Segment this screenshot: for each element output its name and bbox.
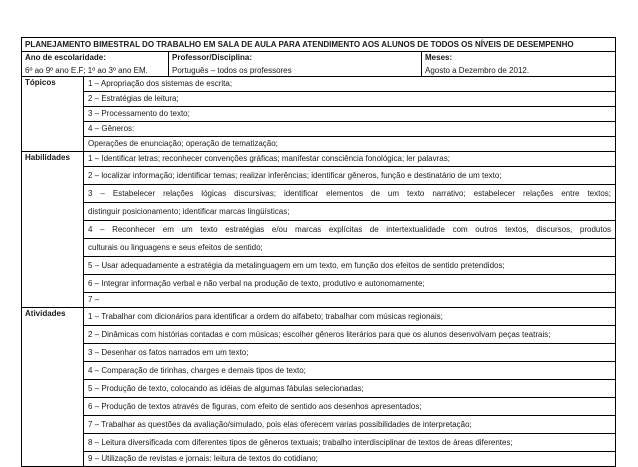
title-row — [22, 38, 616, 52]
document-title: PLANEJAMENTO BIMESTRAL DO TRABALHO EM SALA DE AULA PARA ATENDIMENTO AOS ALUNOS DE TODOS OS NÍVEIS DE DESEMPENHO — [22, 38, 616, 52]
habilidades-item: 4 – Reconhecer em um texto estratégias e/ou marcas explícitas de intertextualidade com outros textos, discursos, produtos — [84, 221, 615, 239]
atividades-item: 3 – Desenhar os fatos narrados em um texto; — [84, 344, 615, 362]
habilidades-item: 1 – Identificar letras; reconhecer convenções gráficas; manifestar consciência fonológica; ler palavras; — [84, 152, 615, 167]
habilidades-item: distinguir posicionamento; identificar marcas lingüísticas; — [84, 203, 615, 221]
atividades-item: 8 – Leitura diversificada com diferentes tipos de gêneros textuais; trabalho interdisciplinar de textos de áreas diferentes; — [84, 434, 615, 452]
ano-label: Ano de escolaridade: — [25, 53, 106, 62]
habilidades-item: 2 – localizar informação; identificar temas; realizar inferências; identificar gêneros, função e destinatário de um texto; — [84, 167, 615, 185]
habilidades-item: culturais ou linguagens e seus efeitos de sentido; — [84, 239, 615, 257]
atividades-item: 2 – Dinâmicas com histórias contadas e com músicas; escolher gêneros literários para que os alunos desenvolvam peças teatrais; — [84, 326, 615, 344]
habilidades-item: 7 – — [88, 295, 100, 304]
meses-value: Agosto a Dezembro de 2012. — [425, 66, 530, 75]
atividades-item: 1 – Trabalhar com dicionários para identificar a ordem do alfabeto; trabalhar com músicas regionais; — [84, 308, 615, 326]
topicos-item: 4 – Gêneros: — [84, 122, 615, 137]
topicos-item: 3 – Processamento do texto; — [84, 107, 615, 122]
prof-label: Professor/Disciplina: — [172, 53, 253, 62]
topicos-row — [22, 77, 616, 152]
topicos-item: Operações de enunciação; operação de tematização; — [88, 139, 278, 148]
prof-value: Português – todos os professores — [172, 66, 292, 75]
atividades-item: 5 – Produção de texto, colocando as idéias de algumas fábulas selecionadas; — [84, 380, 615, 398]
habilidades-list — [84, 152, 616, 308]
atividades-item: 9 – Utilização de revistas e jornais: leitura de textos do cotidiano; — [88, 454, 318, 463]
planning-table — [21, 37, 616, 467]
topicos-item: 1 – Apropriação dos sistemas de escrita; — [84, 77, 615, 92]
meses-label: Meses: — [425, 53, 453, 62]
ano-cell — [22, 52, 169, 77]
habilidades-label: Habilidades — [22, 152, 84, 308]
atividades-label: Atividades — [22, 308, 84, 467]
planning-document — [21, 37, 615, 467]
ano-value: 6º ao 9º ano E.F; 1º ao 3º ano EM. — [25, 66, 148, 75]
atividades-item: 6 – Produção de textos através de figuras, com efeito de sentido aos desenhos apresentados; — [84, 398, 615, 416]
habilidades-item: 6 – Integrar informação verbal e não verbal na produção de texto, produtivo e autonomamente; — [84, 275, 615, 293]
topicos-label: Tópicos — [22, 77, 84, 152]
prof-cell — [169, 52, 422, 77]
habilidades-item: 5 – Usar adequadamente a estratégia da metalinguagem em um texto, em função dos efeitos de sentido pretendidos; — [84, 257, 615, 275]
habilidades-item: 3 – Estabelecer relações lógicas discursivas; identificar elementos de um texto narrativo; estabelecer relações entre textos; — [84, 185, 615, 203]
habilidades-row — [22, 152, 616, 308]
atividades-item: 7 – Trabalhar as questões da avaliação/simulado, pois elas oferecem varias possibilidades de interpretação; — [84, 416, 615, 434]
atividades-list — [84, 308, 616, 467]
meses-cell — [422, 52, 616, 77]
atividades-item: 4 – Comparação de tirinhas, charges e demais tipos de texto; — [84, 362, 615, 380]
atividades-row — [22, 308, 616, 467]
topicos-item: 2 – Estratégias de leitura; — [84, 92, 615, 107]
header-row — [22, 52, 616, 77]
topicos-list — [84, 77, 616, 152]
